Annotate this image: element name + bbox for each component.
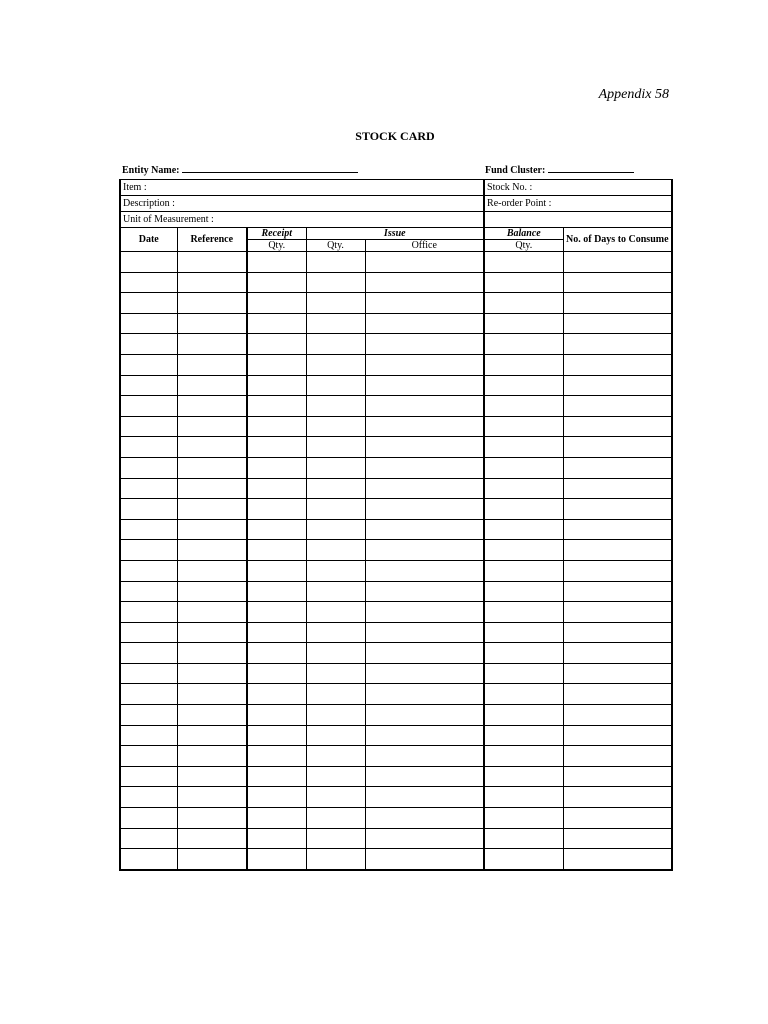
cell-reference[interactable] — [177, 437, 247, 458]
cell-issue-office[interactable] — [365, 602, 484, 623]
cell-reference[interactable] — [177, 581, 247, 602]
stock-no-cell[interactable] — [484, 180, 672, 196]
cell-issue-qty[interactable] — [306, 663, 365, 684]
cell-receipt-qty[interactable] — [247, 354, 306, 375]
cell-balance-qty[interactable] — [484, 766, 563, 787]
cell-reference[interactable] — [177, 478, 247, 499]
table-row — [120, 746, 672, 767]
table-row — [120, 375, 672, 396]
appendix-label: Appendix 58 — [598, 87, 669, 102]
cell-reference[interactable] — [177, 416, 247, 437]
cell-balance-qty[interactable] — [484, 705, 563, 726]
cell-receipt-qty[interactable] — [247, 457, 306, 478]
cell-days-to-consume[interactable] — [563, 437, 672, 458]
table-row — [120, 416, 672, 437]
cell-reference[interactable] — [177, 705, 247, 726]
cell-balance-qty[interactable] — [484, 354, 563, 375]
blank-info-cell — [484, 212, 672, 228]
cell-issue-office[interactable] — [365, 416, 484, 437]
table-row — [120, 478, 672, 499]
cell-issue-qty[interactable] — [306, 437, 365, 458]
cell-receipt-qty[interactable] — [247, 416, 306, 437]
cell-days-to-consume[interactable] — [563, 354, 672, 375]
cell-days-to-consume[interactable] — [563, 705, 672, 726]
cell-date[interactable] — [120, 293, 177, 314]
table-row — [120, 499, 672, 520]
cell-issue-office[interactable] — [365, 334, 484, 355]
cell-balance-qty[interactable] — [484, 313, 563, 334]
cell-issue-qty[interactable] — [306, 457, 365, 478]
description-cell[interactable] — [120, 196, 484, 212]
cell-days-to-consume[interactable] — [563, 725, 672, 746]
cell-date[interactable] — [120, 396, 177, 417]
cell-days-to-consume[interactable] — [563, 519, 672, 540]
cell-issue-office[interactable] — [365, 705, 484, 726]
col-balance-qty-header: Qty. — [484, 240, 563, 252]
cell-date[interactable] — [120, 581, 177, 602]
cell-reference[interactable] — [177, 828, 247, 849]
cell-days-to-consume[interactable] — [563, 375, 672, 396]
cell-days-to-consume[interactable] — [563, 849, 672, 870]
cell-issue-qty[interactable] — [306, 313, 365, 334]
cell-issue-qty[interactable] — [306, 828, 365, 849]
cell-issue-qty[interactable] — [306, 725, 365, 746]
cell-days-to-consume[interactable] — [563, 787, 672, 808]
cell-balance-qty[interactable] — [484, 293, 563, 314]
cell-reference[interactable] — [177, 808, 247, 829]
cell-reference[interactable] — [177, 457, 247, 478]
cell-reference[interactable] — [177, 643, 247, 664]
cell-issue-office[interactable] — [365, 828, 484, 849]
reorder-point-cell[interactable] — [484, 196, 672, 212]
cell-balance-qty[interactable] — [484, 746, 563, 767]
table-row — [120, 643, 672, 664]
stock-no-label: Stock No. : — [487, 182, 533, 193]
cell-issue-qty[interactable] — [306, 375, 365, 396]
cell-issue-office[interactable] — [365, 478, 484, 499]
cell-date[interactable] — [120, 416, 177, 437]
cell-issue-office[interactable] — [365, 354, 484, 375]
cell-receipt-qty[interactable] — [247, 375, 306, 396]
cell-issue-qty[interactable] — [306, 293, 365, 314]
cell-receipt-qty[interactable] — [247, 519, 306, 540]
cell-balance-qty[interactable] — [484, 396, 563, 417]
stock-card-table — [119, 179, 673, 871]
table-row — [120, 272, 672, 293]
table-row — [120, 560, 672, 581]
col-balance-header: Balance — [484, 228, 563, 240]
entity-name-field[interactable] — [122, 163, 358, 176]
table-row — [120, 334, 672, 355]
col-issue-qty-header: Qty. — [306, 240, 365, 252]
cell-reference[interactable] — [177, 622, 247, 643]
table-row — [120, 622, 672, 643]
cell-days-to-consume[interactable] — [563, 499, 672, 520]
cell-reference[interactable] — [177, 396, 247, 417]
table-row — [120, 437, 672, 458]
cell-date[interactable] — [120, 643, 177, 664]
cell-balance-qty[interactable] — [484, 437, 563, 458]
cell-balance-qty[interactable] — [484, 334, 563, 355]
cell-date[interactable] — [120, 540, 177, 561]
table-row — [120, 766, 672, 787]
cell-balance-qty[interactable] — [484, 808, 563, 829]
cell-days-to-consume[interactable] — [563, 313, 672, 334]
cell-issue-office[interactable] — [365, 519, 484, 540]
cell-receipt-qty[interactable] — [247, 602, 306, 623]
cell-issue-qty[interactable] — [306, 519, 365, 540]
table-row — [120, 602, 672, 623]
col-issue-office-header: Office — [365, 240, 484, 252]
cell-reference[interactable] — [177, 849, 247, 870]
cell-reference[interactable] — [177, 354, 247, 375]
cell-date[interactable] — [120, 252, 177, 273]
cell-issue-office[interactable] — [365, 746, 484, 767]
cell-balance-qty[interactable] — [484, 663, 563, 684]
cell-balance-qty[interactable] — [484, 519, 563, 540]
cell-reference[interactable] — [177, 334, 247, 355]
cell-receipt-qty[interactable] — [247, 787, 306, 808]
cell-issue-qty[interactable] — [306, 540, 365, 561]
cell-receipt-qty[interactable] — [247, 746, 306, 767]
cell-date[interactable] — [120, 560, 177, 581]
cell-balance-qty[interactable] — [484, 375, 563, 396]
cell-issue-qty[interactable] — [306, 499, 365, 520]
table-row — [120, 581, 672, 602]
cell-receipt-qty[interactable] — [247, 705, 306, 726]
cell-days-to-consume[interactable] — [563, 622, 672, 643]
cell-days-to-consume[interactable] — [563, 602, 672, 623]
cell-receipt-qty[interactable] — [247, 252, 306, 273]
table-row — [120, 354, 672, 375]
cell-issue-office[interactable] — [365, 725, 484, 746]
cell-days-to-consume[interactable] — [563, 808, 672, 829]
table-row — [120, 787, 672, 808]
cell-date[interactable] — [120, 519, 177, 540]
cell-balance-qty[interactable] — [484, 849, 563, 870]
col-days-to-consume-header: No. of Days to Consume — [563, 228, 672, 252]
cell-issue-office[interactable] — [365, 581, 484, 602]
cell-issue-qty[interactable] — [306, 766, 365, 787]
cell-issue-qty[interactable] — [306, 602, 365, 623]
cell-reference[interactable] — [177, 293, 247, 314]
cell-receipt-qty[interactable] — [247, 828, 306, 849]
cell-issue-qty[interactable] — [306, 808, 365, 829]
table-row — [120, 663, 672, 684]
table-row — [120, 540, 672, 561]
cell-issue-qty[interactable] — [306, 416, 365, 437]
cell-date[interactable] — [120, 808, 177, 829]
unit-of-measurement-cell[interactable] — [120, 212, 484, 228]
cell-issue-office[interactable] — [365, 808, 484, 829]
cell-issue-qty[interactable] — [306, 643, 365, 664]
cell-balance-qty[interactable] — [484, 787, 563, 808]
cell-balance-qty[interactable] — [484, 457, 563, 478]
cell-days-to-consume[interactable] — [563, 334, 672, 355]
table-row — [120, 705, 672, 726]
cell-reference[interactable] — [177, 540, 247, 561]
cell-reference[interactable] — [177, 313, 247, 334]
table-row — [120, 519, 672, 540]
cell-balance-qty[interactable] — [484, 581, 563, 602]
cell-date[interactable] — [120, 457, 177, 478]
cell-days-to-consume[interactable] — [563, 560, 672, 581]
fund-cluster-line — [548, 163, 634, 173]
cell-date[interactable] — [120, 787, 177, 808]
table-row — [120, 252, 672, 273]
cell-issue-office[interactable] — [365, 766, 484, 787]
cell-receipt-qty[interactable] — [247, 808, 306, 829]
table-row — [120, 828, 672, 849]
table-row — [120, 313, 672, 334]
item-label: Item : — [123, 182, 147, 193]
table-row — [120, 457, 672, 478]
cell-date[interactable] — [120, 849, 177, 870]
cell-days-to-consume[interactable] — [563, 540, 672, 561]
cell-balance-qty[interactable] — [484, 828, 563, 849]
cell-issue-office[interactable] — [365, 396, 484, 417]
cell-balance-qty[interactable] — [484, 252, 563, 273]
cell-issue-office[interactable] — [365, 622, 484, 643]
table-row — [120, 725, 672, 746]
cell-date[interactable] — [120, 478, 177, 499]
cell-balance-qty[interactable] — [484, 560, 563, 581]
table-row — [120, 808, 672, 829]
cell-balance-qty[interactable] — [484, 416, 563, 437]
cell-issue-qty[interactable] — [306, 252, 365, 273]
cell-days-to-consume[interactable] — [563, 293, 672, 314]
cell-date[interactable] — [120, 766, 177, 787]
col-receipt-qty-header: Qty. — [247, 240, 306, 252]
cell-date[interactable] — [120, 313, 177, 334]
cell-receipt-qty[interactable] — [247, 725, 306, 746]
cell-days-to-consume[interactable] — [563, 663, 672, 684]
table-row — [120, 684, 672, 705]
cell-issue-office[interactable] — [365, 684, 484, 705]
cell-date[interactable] — [120, 375, 177, 396]
cell-receipt-qty[interactable] — [247, 334, 306, 355]
cell-days-to-consume[interactable] — [563, 416, 672, 437]
cell-reference[interactable] — [177, 560, 247, 581]
cell-receipt-qty[interactable] — [247, 684, 306, 705]
cell-receipt-qty[interactable] — [247, 437, 306, 458]
cell-issue-qty[interactable] — [306, 478, 365, 499]
cell-date[interactable] — [120, 705, 177, 726]
cell-reference[interactable] — [177, 499, 247, 520]
cell-receipt-qty[interactable] — [247, 293, 306, 314]
cell-issue-office[interactable] — [365, 313, 484, 334]
table-row — [120, 396, 672, 417]
cell-issue-qty[interactable] — [306, 334, 365, 355]
cell-reference[interactable] — [177, 787, 247, 808]
cell-balance-qty[interactable] — [484, 622, 563, 643]
cell-issue-office[interactable] — [365, 252, 484, 273]
col-reference-header: Reference — [177, 228, 247, 252]
cell-balance-qty[interactable] — [484, 499, 563, 520]
cell-issue-qty[interactable] — [306, 396, 365, 417]
cell-days-to-consume[interactable] — [563, 478, 672, 499]
cell-issue-qty[interactable] — [306, 787, 365, 808]
cell-issue-office[interactable] — [365, 849, 484, 870]
cell-days-to-consume[interactable] — [563, 457, 672, 478]
cell-issue-office[interactable] — [365, 437, 484, 458]
cell-days-to-consume[interactable] — [563, 643, 672, 664]
cell-receipt-qty[interactable] — [247, 581, 306, 602]
col-date-header: Date — [120, 228, 177, 252]
cell-receipt-qty[interactable] — [247, 478, 306, 499]
fund-cluster-field[interactable] — [485, 163, 634, 176]
cell-date[interactable] — [120, 663, 177, 684]
cell-issue-qty[interactable] — [306, 581, 365, 602]
cell-receipt-qty[interactable] — [247, 396, 306, 417]
cell-receipt-qty[interactable] — [247, 766, 306, 787]
cell-reference[interactable] — [177, 602, 247, 623]
cell-reference[interactable] — [177, 725, 247, 746]
page-title: STOCK CARD — [355, 129, 435, 143]
cell-issue-office[interactable] — [365, 643, 484, 664]
cell-days-to-consume[interactable] — [563, 252, 672, 273]
cell-balance-qty[interactable] — [484, 684, 563, 705]
cell-reference[interactable] — [177, 375, 247, 396]
cell-issue-qty[interactable] — [306, 272, 365, 293]
cell-days-to-consume[interactable] — [563, 581, 672, 602]
cell-date[interactable] — [120, 499, 177, 520]
cell-balance-qty[interactable] — [484, 272, 563, 293]
unit-of-measurement-label: Unit of Measurement : — [123, 214, 214, 225]
entity-name-label: Entity Name: — [122, 165, 180, 176]
cell-receipt-qty[interactable] — [247, 272, 306, 293]
cell-issue-office[interactable] — [365, 272, 484, 293]
cell-receipt-qty[interactable] — [247, 849, 306, 870]
cell-issue-office[interactable] — [365, 375, 484, 396]
description-label: Description : — [123, 198, 175, 209]
cell-receipt-qty[interactable] — [247, 622, 306, 643]
col-issue-header: Issue — [306, 228, 484, 240]
fund-cluster-label: Fund Cluster: — [485, 165, 546, 176]
cell-reference[interactable] — [177, 746, 247, 767]
cell-issue-qty[interactable] — [306, 705, 365, 726]
cell-reference[interactable] — [177, 684, 247, 705]
cell-days-to-consume[interactable] — [563, 746, 672, 767]
cell-receipt-qty[interactable] — [247, 313, 306, 334]
cell-date[interactable] — [120, 437, 177, 458]
cell-date[interactable] — [120, 602, 177, 623]
cell-balance-qty[interactable] — [484, 602, 563, 623]
table-row — [120, 293, 672, 314]
entity-name-line — [182, 163, 358, 173]
cell-date[interactable] — [120, 746, 177, 767]
item-cell[interactable] — [120, 180, 484, 196]
cell-date[interactable] — [120, 334, 177, 355]
cell-issue-office[interactable] — [365, 540, 484, 561]
cell-issue-office[interactable] — [365, 499, 484, 520]
cell-balance-qty[interactable] — [484, 540, 563, 561]
cell-days-to-consume[interactable] — [563, 766, 672, 787]
cell-reference[interactable] — [177, 272, 247, 293]
cell-balance-qty[interactable] — [484, 478, 563, 499]
cell-issue-office[interactable] — [365, 560, 484, 581]
cell-date[interactable] — [120, 354, 177, 375]
cell-date[interactable] — [120, 725, 177, 746]
cell-issue-office[interactable] — [365, 457, 484, 478]
cell-days-to-consume[interactable] — [563, 272, 672, 293]
cell-issue-office[interactable] — [365, 293, 484, 314]
cell-issue-qty[interactable] — [306, 354, 365, 375]
cell-date[interactable] — [120, 272, 177, 293]
cell-issue-qty[interactable] — [306, 560, 365, 581]
cell-issue-qty[interactable] — [306, 684, 365, 705]
cell-reference[interactable] — [177, 766, 247, 787]
cell-receipt-qty[interactable] — [247, 560, 306, 581]
cell-issue-office[interactable] — [365, 663, 484, 684]
reorder-point-label: Re-order Point : — [487, 198, 552, 209]
cell-reference[interactable] — [177, 519, 247, 540]
cell-date[interactable] — [120, 684, 177, 705]
cell-days-to-consume[interactable] — [563, 684, 672, 705]
cell-days-to-consume[interactable] — [563, 828, 672, 849]
cell-balance-qty[interactable] — [484, 725, 563, 746]
cell-reference[interactable] — [177, 663, 247, 684]
cell-days-to-consume[interactable] — [563, 396, 672, 417]
cell-issue-office[interactable] — [365, 787, 484, 808]
cell-receipt-qty[interactable] — [247, 499, 306, 520]
cell-date[interactable] — [120, 828, 177, 849]
cell-issue-qty[interactable] — [306, 746, 365, 767]
cell-receipt-qty[interactable] — [247, 663, 306, 684]
cell-reference[interactable] — [177, 252, 247, 273]
table-row — [120, 849, 672, 870]
cell-issue-qty[interactable] — [306, 849, 365, 870]
cell-date[interactable] — [120, 622, 177, 643]
col-receipt-header: Receipt — [247, 228, 306, 240]
cell-receipt-qty[interactable] — [247, 540, 306, 561]
cell-issue-qty[interactable] — [306, 622, 365, 643]
cell-balance-qty[interactable] — [484, 643, 563, 664]
cell-receipt-qty[interactable] — [247, 643, 306, 664]
